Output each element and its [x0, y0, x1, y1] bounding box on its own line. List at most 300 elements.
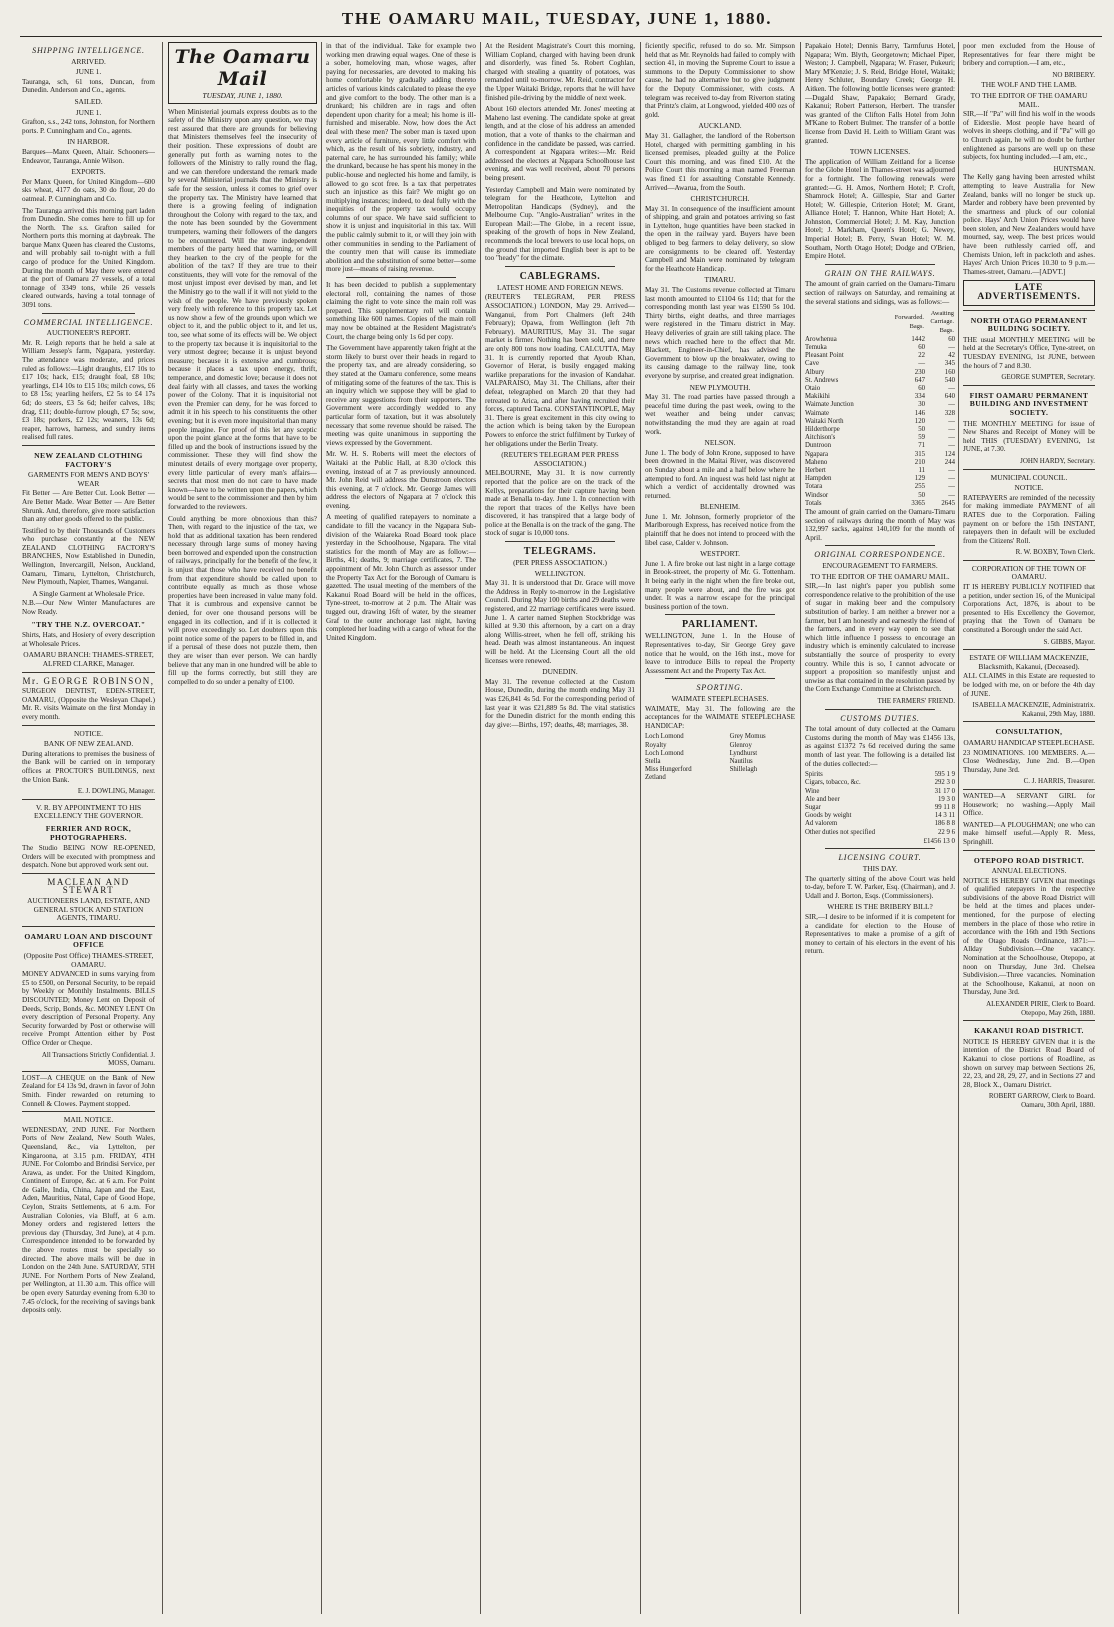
- consultation-signature: C. J. HARRIS, Treasurer.: [1023, 777, 1095, 786]
- divider: [825, 545, 935, 546]
- column-rule: [162, 42, 163, 1614]
- parliament-text: WELLINGTON, June 1. In the House of Representatives to-day, Sir George Grey gave notice that he would, on the 16th inst., move for leave to introduce Bills to repeal the Property Assessment Act and the Property Tax Act.: [645, 632, 795, 675]
- paper-title-box: [168, 42, 317, 104]
- horse-name: Loch Lomond: [645, 733, 684, 741]
- corporation-heading: CORPORATION OF THE TOWN OF OAMARU.: [971, 563, 1087, 582]
- telegrams-heading: TELEGRAMS.: [523, 546, 597, 558]
- column-rule: [800, 42, 801, 1614]
- grain-forwarded: 50: [918, 426, 925, 434]
- customs-amount: 22 9 6: [938, 828, 955, 836]
- municipal-signature: R. W. BOXBY, Town Clerk.: [1015, 548, 1095, 557]
- news-paragraph: At the Resident Magistrate's Court this morning, William Copland, charged with having been drunk and disorderly, was fined 5s. Robert Coghlan, charged with stealing a quantity of potatoes, was remanded until to-morrow. Mr. Reid, contractor for the Upper Waitaki Bridge, reports that he will have finished pile-driving by the middle of next week.: [485, 42, 635, 102]
- customs-item: Wine: [805, 787, 820, 795]
- grain-table-row: [805, 492, 955, 500]
- grain-station: Otaio: [805, 385, 821, 393]
- consultation-text: 23 NOMINATIONS. 100 MEMBERS. A.—Close Wednesday, June 2nd. B.—Open Thursday, June 3rd.: [963, 748, 1095, 774]
- column-3: [326, 42, 476, 1618]
- bribery-text: SIR,—I desire to be informed if it is competent for a candidate for election to the House of Representatives to make a promise of a gift of money to certain of his electors in the event of his return.: [805, 912, 955, 956]
- customs-table-row: [805, 804, 955, 812]
- grain-forwarded: 210: [914, 458, 925, 466]
- estate-text: ALL CLAIMS in this Estate are requested to be lodged with me, on or before the 4th day of JUNE.: [963, 672, 1095, 698]
- grain-forwarded: 230: [914, 368, 925, 376]
- auckland-heading: AUCKLAND.: [698, 121, 742, 131]
- grain-station: Herbert: [805, 467, 826, 475]
- grain-forwarded: 647: [914, 376, 925, 384]
- auction-heading: AUCTIONEER'S REPORT.: [46, 328, 131, 338]
- divider: [665, 678, 775, 679]
- investment-society-signature: JOHN HARDY, Secretary.: [1020, 456, 1095, 465]
- auction-text: Mr. R. Leigh reports that he held a sale at William Jessep's farm, Ngapara, yesterday. The attendance was moderate, and prices ruled as follows:—Light draughts, £17 10s to £17 10s; hack, £15; draught foal, £8 10s; yearlings, £14 10s to £15 10s; milch cows, £6 to £8 15s; yearling heifers, £2 5s to £4 17s 6d; do steers, £3 5s 6d; heifer calves, 18s; drag, £11; double-furrow plough, £7 5s; sow, £3 18s; porkers, £2 12s; weaners, 13s 6d; reaper, harrows, harness, and sundry items realised full rates.: [22, 338, 155, 442]
- loan-office-signature: All Transactions Strictly Confidential. J. MOSS, Oamaru.: [41, 1050, 155, 1068]
- grain-awaiting: 124: [944, 450, 955, 458]
- auctioneer-name: MACLEAN AND STEWART: [47, 876, 130, 896]
- shipping-text: The Tauranga arrived this morning part laden from Dunedin. She comes here to fill up for the North. The s.s. Grafton sailed for Northern ports this morning at daybreak. The barque Manx Queen has cleared the Customs, and will probably sail to-night with a full cargo of produce for the United Kingdom. During the month of May there were entered at the port of Oamaru 27 vessels, of a total tonnage of 3349 tons, while 26 vessels cleared outwards, having a total tonnage of 3091 tons.: [22, 206, 155, 310]
- grain-forwarded: 22: [918, 352, 925, 360]
- customs-table: [805, 771, 955, 837]
- licensing-court-heading: LICENSING COURT.: [838, 853, 922, 863]
- divider: [505, 541, 615, 542]
- customs-table-row: [805, 771, 955, 779]
- grain-forwarded: 129: [914, 475, 925, 483]
- grain-forwarded: 50: [918, 491, 925, 499]
- grain-forwarded: 3365: [911, 499, 925, 507]
- exports-text: Per Manx Queen, for United Kingdom—600 sks wheat, 4177 do oats, 30 do flour, 20 do oatmeal. P. Cunningham and Co.: [22, 177, 155, 203]
- column-2: [168, 42, 317, 1618]
- news-paragraph: Mr. W. H. S. Roberts will meet the electors of Waitaki at the Public Hall, at 8.30 o'clock this evening, instead of at 7 as previously announced. Mr. John Reid will address the Dunstroon electors this evening, at 7 o'clock. Mr. George James will address the electors of Ngapara at 7 o'clock this evening.: [326, 450, 476, 510]
- estate-signature: ISABELLA MACKENZIE, Administratrix. Kakanui, 29th May, 1880.: [972, 701, 1095, 718]
- wanted-servant-text: WANTED—A SERVANT GIRL for Housework; no washing.—Apply Mail Office.: [963, 791, 1095, 818]
- municipal-notice: [963, 469, 1095, 557]
- grain-station: Windsor: [805, 491, 829, 499]
- loan-office-ad: [22, 926, 155, 1068]
- grain-forwarded: 120: [914, 417, 925, 425]
- auckland-text: May 31. Gallagher, the landlord of the Robertson Hotel, charged with permitting gambling in his licensed premises, pleaded guilty at the Police Court this morning, and was fined £10. At the Police Court this morning a man named Freeman was fined £1 for assaulting Constable Kennedy. Arrived—Awarua, from the South.: [645, 131, 795, 192]
- customs-heading: CUSTOMS DUTIES.: [840, 713, 920, 723]
- sailed-heading: SAILED.: [74, 96, 103, 106]
- divider: [825, 709, 935, 710]
- correspondence-heading: ORIGINAL CORRESPONDENCE.: [814, 550, 946, 560]
- grain-awaiting: 540: [944, 376, 955, 384]
- column-5: [645, 42, 795, 1618]
- divider: [825, 264, 935, 265]
- arrived-heading: ARRIVED.: [71, 56, 106, 66]
- christchurch-heading: CHRISTCHURCH.: [690, 194, 750, 204]
- horse-table-row: [645, 742, 795, 750]
- grain-station: Cave: [805, 360, 819, 368]
- customs-table-row: [805, 812, 955, 820]
- grain-table-row: [805, 475, 955, 483]
- bank-notice-signature: E. J. DOWLING, Manager.: [77, 787, 155, 796]
- letter-signature: NO BRIBERY.: [1052, 70, 1095, 79]
- grain-table-row: [805, 442, 955, 450]
- licenses-text: Papakaio Hotel; Dennis Barry, Tarmfurus Hotel, Ngapara; Wm. Blyth, Georgetown; Michael Piper, Weston; J. Campbell, Ngapara; W. Fraser, Pukeuri; Mary M'Kenzie; J. S. Reid, Bridge Hotel, Waitaki; Henry Schluter, Boundary Creek; George H. Aitken. The following bottle licenses were granted:—Dugald Shaw, Papakaio; Bernard Grady, Kakanui; Robert Patterson, Herbert. The transfer was granted of the Clifton Falls Hotel from John M'Kane to Robert Bulmer. The transfer of a bottle license from David H. Leith to William Grant was granted.: [805, 42, 955, 145]
- new-plymouth-text: May 31. The road parties have passed through a peaceful time during the past week, owing to the wet weather and being under canvas; notwithstanding the mud they are again at road work.: [645, 393, 795, 436]
- horse-table: [645, 733, 795, 782]
- photographer-ad: [22, 799, 155, 870]
- bank-notice-text: During alterations to premises the business of the Bank will be carried on in temporary offices at PROCTOR'S BUILDINGS, next the Union Bank.: [22, 749, 155, 784]
- telegrams-subheading: (PER PRESS ASSOCIATION.): [513, 558, 607, 568]
- grain-table-row: [805, 352, 955, 360]
- wanted-ploughman-text: WANTED—A PLOUGHMAN; one who can make himself useful.—Apply R. Mess, Springhill.: [963, 820, 1095, 846]
- news-paragraph: A meeting of qualified ratepayers to nominate a candidate to fill the vacancy in the Ngapara Sub-division of the Waiareka Road Board took place yesterday in the Schoolhouse, Ngapara. The vital statistics for the month of May are as follow:—Births, 41; deaths, 9; marriage certificates, 7. The appointment of Mr. John Church as assessor under the Property Tax Act for the Borough of Oamaru is gazetted. The usual meeting of the members of the Kakanui Road Board will be held in the offices, Tyne-street, to-morrow at 2 p.m. The Altair was tugged out, drawing 16ft of water, by the steamer Graf to the outer anchorage last night, having completed her loading with a cargo of wheat for the United Kingdom.: [326, 513, 476, 642]
- grain-forwarded: 71: [918, 442, 925, 450]
- clothing-ad-nb: N.B.—Our New Winter Manufactures are Now Ready.: [22, 599, 155, 617]
- grain-table-row: [805, 393, 955, 401]
- news-paragraph: ficiently specific, refused to do so. Mr. Simpson held that as Mr. Reynolds had failed to comply with section 41, in moving the Supreme Court to issue a summons to the Deputy Commissioner to show cause, he had no alternative but to give judgment for the Deputy Commissioner, with costs. A telegram was received to-day from Riverton stating that Printz's claim, at Longwood, yielded 400 ozs of gold.: [645, 42, 795, 119]
- kakanui-signature: ROBERT GARROW, Clerk to Board. Oamaru, 30th April, 1880.: [988, 1092, 1095, 1109]
- customs-item: Sugar: [805, 803, 821, 811]
- news-paragraph: It has been decided to publish a supplementary electoral roll, containing the names of those claiming the right to vote since the main roll was prepared. This supplementary roll will contain something like 600 names. Copies of the main roll may now be obtained at the Resident Magistrate's Court, the charge being only 1s 6d per copy.: [326, 281, 476, 341]
- horse-table-row: [645, 774, 795, 782]
- customs-amount: 186 8 8: [934, 820, 955, 828]
- grain-station: Pleasant Point: [805, 352, 844, 360]
- grain-forwarded: 59: [918, 434, 925, 442]
- licensing-court-subheading: THIS DAY.: [862, 863, 898, 873]
- grain-awaiting: —: [948, 385, 955, 393]
- grain-awaiting: —: [948, 442, 955, 450]
- building-society-heading: NORTH OTAGO PERMANENT BUILDING SOCIETY.: [970, 315, 1088, 334]
- cablegrams-heading: CABLEGRAMS.: [519, 270, 601, 282]
- grain-awaiting: 42: [948, 352, 955, 360]
- investment-society-text: THE MONTHLY MEETING for issue of New Shares and Receipt of Money will be held THIS (TUESDAY) EVENING, 1st JUNE, at 7.30.: [963, 419, 1095, 454]
- clothing-ad: [22, 445, 155, 669]
- grain-table-row: [805, 500, 955, 508]
- horse-table-row: [645, 758, 795, 766]
- grain-station: Totara: [805, 483, 823, 491]
- customs-total: £1456 13 0: [923, 836, 955, 845]
- customs-table-row: [805, 829, 955, 837]
- grain-table-row: [805, 401, 955, 409]
- customs-table-row: [805, 820, 955, 828]
- otepopo-subheading: ANNUAL ELECTIONS.: [991, 866, 1067, 876]
- grain-heading: GRAIN ON THE RAILWAYS.: [824, 268, 936, 278]
- bank-notice-subheading: BANK OF NEW ZEALAND.: [43, 739, 134, 749]
- divider: [665, 614, 775, 615]
- grain-awaiting: 244: [944, 458, 955, 466]
- grain-table-row: [805, 434, 955, 442]
- auctioneer-ad: [22, 873, 155, 923]
- grain-table-header: [805, 309, 894, 336]
- wolf-signature: HUNTSMAN.: [1053, 164, 1095, 173]
- customs-amount: 14 3 11: [934, 812, 955, 820]
- cablegrams-text: (REUTER'S TELEGRAM, PER PRESS ASSOCIATION.) LONDON, May 29. Arrived—Wanganui, from Port Chalmers (left 24th February); Opawa, from Wellington (left 7th February). MAURITIUS, May 31. The sugar market is firmer. Nothing has been sold, and there are only 800 tons now loading. CALCUTTA, May 31. It is currently reported that Ayoub Khan, Governor of Herat, is busily engaged making warlike preparations for the invasion of Kandahar. VALPARAISO, May 31. The Chilians, after their defeat, telegraphed on March 20 that they had retreated to Arica, and after having recruited their forces, captured Tacna. CONSTANTINOPLE, May 31. There is great excitement in this city owing to the action which is being taken by the European Powers to enforce the strict fulfilment by Turkey of her obligations under the Berlin Treaty.: [485, 293, 635, 448]
- grain-intro: The amount of grain carried on the Oamaru-Timaru section of railways on Saturday, and remaining at the several stations and sidings, was as follows:—: [805, 280, 955, 306]
- grain-station: Hampden: [805, 475, 832, 483]
- horse-name: [730, 774, 795, 782]
- grain-forwarded: 60: [918, 385, 925, 393]
- dentist-text: SURGEON DENTIST, EDEN-STREET, OAMARU, (Opposite the Wesleyan Chapel.) Mr. R. visits Waimate on the first Monday in every month.: [22, 687, 155, 721]
- mail-notice: [22, 1111, 155, 1315]
- news-paragraph: About 160 electors attended Mr. Jones' meeting at Maheno last evening. The candidate spoke at great length, and at the close of his address an amended motion, that a vote of thanks to the chairman and confidence in the candidate be passed, was carried. A correspondent at Ngapara writes:—Mr. Reid addressed the electors at Ngapara Schoolhouse last evening, and was well received, about 70 persons being present.: [485, 105, 635, 182]
- horse-name: Shillelagh: [729, 766, 758, 774]
- editorial-paragraph: in that of the individual. Take for example two working men drawing equal wages. One of these is a sober, homeloving man, whose wages, after paying for necessaries, are devoted to making his home comfortable by gradually adding thereto articles of various kinds calculated to please the eye and give comfort to the body. The other man is a drunkard; his children are in rags and often dependent upon charity for a meal; his home is ill-furnished and miserable. Now, how does the Act deal with these men? The sober man is taxed upon every article of furniture, every little comfort with which, as the result of his sobriety, industry, and paternal care, he has surrounded his family; while the drunkard, because he has spent his money in the public-house and neglected his home and family, is allowed to go scot free. Is a tax that perpetrates such an injustice as this fair? We might go on multiplying instances; indeed, to deal fully with the inequities of the property tax would occupy columns of our space. We have said sufficient to show it is unjust and inquisitorial in this tax. Will the public calmly submit to it, or will they join with other communities in sending to the Parliament of the country men that will cause its immediate abolition and the substitution of some better—some more just—means of raising revenue.: [326, 42, 476, 274]
- mail-notice-text: WEDNESDAY, 2ND JUNE. For Northern Ports of New Zealand, New South Wales, Queensland, &c., via Lyttelton, per Kingaroona, at 3.15 p.m. FRIDAY, 4TH JUNE. For Colombo and Brindisi Service, per Arawa, as under. For the United Kingdom, Continent of Europe, &c. at 6 a.m. For Point de Galle, India, China, Japan and the East, Aden, Mauritius, Natal, Cape of Good Hope, Ceylon, Straits Settlements, at 6 a.m. For Australian Colonies, via Bluff, at 6 a.m. Money orders and registered letters the previous day (Thursday, 3rd June), at 4 p.m. Correspondence intended to be forwarded by the above routes must be specially so directed. The above mails will be due in London on the 24th June. SATURDAY, 5TH JUNE. For Northern Ports of New Zealand, per Wellington, at 11.30 a.m. This office will be open every Saturday evening from 6.30 to 7.45 o'clock, for the receiving of savings bank deposits only.: [22, 1125, 155, 1315]
- grain-forwarded: 60: [918, 344, 925, 352]
- horse-name: Nautilus: [729, 757, 753, 765]
- grain-awaiting: 60: [948, 335, 955, 343]
- exports-heading: EXPORTS.: [71, 167, 106, 177]
- late-advertisements-banner: LATE ADVERTISEMENTS.: [963, 280, 1095, 305]
- grain-table-row: [805, 385, 955, 393]
- parliament-heading: PARLIAMENT.: [682, 619, 758, 631]
- column-rule: [480, 42, 481, 1614]
- column-rule: [640, 42, 641, 1614]
- clothing-ad-list: Fit Better — Are Better Cut. Look Better — Are Better Made. Wear Better — Are Better Shrunk. And, therefore, give more satisfaction than any other goods offered to the public.: [22, 489, 155, 524]
- association-text: MELBOURNE, May 31. It is now currently reported that the police are on the track of the Kellys, preparations for their capture having been made at Benalla to-day. June 1. In connection with the report that traces of the Kellys have been discovered, it has transpired that a large body of police at the Benalla is on the track of the gang. The stock of sugar is 10,000 tons.: [485, 469, 635, 538]
- grain-table-row: [805, 344, 955, 352]
- wellington-text: May 31. It is understood that Dr. Grace will move the Address in Reply to-morrow in the Legislative Council. During May 100 births and 29 deaths were registered, and 22 marriage certificates were issued. June 1. A carter named Stephen Stockbridge was killed at 9.30 this afternoon, by a cart on a dray along Willis-street, when he fell off, striking his head. Death was almost instantaneous. An inquest will be held. At the Licensing Court all the old licenses were renewed.: [485, 579, 635, 665]
- grain-forwarded: 11: [918, 467, 925, 475]
- customs-item: Spirits: [805, 771, 823, 779]
- customs-amount: 31 17 0: [934, 787, 955, 795]
- grain-table-row: [805, 459, 955, 467]
- clothing-ad-overcoat: "TRY THE N.Z. OVERCOAT.": [31, 619, 146, 629]
- grain-awaiting: 2645: [941, 499, 955, 507]
- grain-forwarded: —: [918, 360, 925, 368]
- grain-awaiting: 345: [944, 360, 955, 368]
- grain-table-row: [805, 426, 955, 434]
- auctioneer-text: AUCTIONEERS LAND, ESTATE, AND GENERAL STOCK AND STATION AGENTS, TIMARU.: [27, 896, 150, 923]
- grain-awaiting: 328: [944, 409, 955, 417]
- grain-station: Ngapara: [805, 450, 829, 458]
- grain-station: Aitchison's: [805, 434, 836, 442]
- harbour-text: Barques—Manx Queen, Altair. Schooners—Endeavor, Tauranga, Annie Wilson.: [22, 147, 155, 165]
- editorial-paragraph: When Ministerial journals express doubts as to the safety of the Ministry upon any question, we may rest assured that there are grounds for believing that Ministers themselves feel the insecurity of their position. These expressions of doubt are generally put forth as warning notes to the followers of the Ministry to rally round the flag, and we can therefore understand the remark made by several Ministerial journals that the Ministry is safe for the session, unless it comes to grief over the property tax. The Ministry have learned that there is a growing feeling of indignation throughout the Colony with regard to the tax, and the note has been sounded by the Government trumpeters, warning their followers of the dangers to be encountered. Will the more independent members of the party heed that warning, or will they hearken to the cry of the people for the abolition of the tax? If they are true to their constituents, they will vote for the removal of the most unjust impost ever devised by man, and let the Ministry go to the wall if it will not yield to the wish of the people. We have previously spoken very freely with reference to this property tax. Let us now show a few of the grounds upon which we object to it, and the public object to it, and let us, too, see what some of its effects will be. We object to the property tax because it is inquisitorial to the very utmost degree; because it is unjust beyond measure; because it is extensive and cumbrous; because it places a tax upon energy, thrift, temperance, and domestic love; because it does not deal fairly with all classes, and taxes the working power of the Colony. That it is inquisitorial not even the Premier can deny, for he was forced to admit it in his speech to his constituents the other evening; but it is even more inquisitorial than many people imagine. For proof of this let any sceptic upon the point glance at the forms that have to be filled up and the book of instructions issued by the commissioner. These they will find show the minutest details of every mortgage over property, every little particular of every man's affairs—secrets that most men do not care to have made known—have to be written upon the papers, which would be sent to the commissioner and then by him forwarded to the reviewers.: [168, 107, 317, 511]
- municipal-heading: MUNICIPAL COUNCIL.: [990, 472, 1068, 482]
- grain-table-row: [805, 410, 955, 418]
- licensing-court-text: The quarterly sitting of the above Court was held to-day, before T. W. Parker, Esq. (Chairman), and J. Udall and J. Borton, Esqs. (Commissioners).: [805, 874, 955, 900]
- grain-table-row: [805, 336, 955, 344]
- horse-table-row: [645, 766, 795, 774]
- photographer-name: FERRIER AND ROCK, PHOTOGRAPHERS.: [45, 823, 132, 842]
- municipal-subheading: NOTICE.: [1014, 483, 1044, 493]
- horse-name: Lyndhurst: [729, 749, 758, 757]
- customs-amount: 292 3 0: [934, 779, 955, 787]
- customs-item: Cigars, tobacco, &c.: [805, 779, 861, 787]
- clothing-ad-branch: OAMARU BRANCH: THAMES-STREET, ALFRED CLARKE, Manager.: [23, 650, 154, 668]
- timaru-text: May 31. The Customs revenue collected at Timaru last month amounted to £1104 6s 11d; that for the corresponding month last year was £1590 5s 10d. Thirty births, eight deaths, and three marriages were registered in the Timaru district in May. Heavy deliveries of grain are still taking place. The news which reached here to the effect that Mr. Blackett, Engineer-in-Chief, has advised the Government to blow up the breakwater, owing to its causing damage to the railway line, took everyone by surprise, and created great indignation.: [645, 286, 795, 380]
- grain-table-row: [805, 451, 955, 459]
- clothing-ad-text: Testified to by their Thousands of Customers who purchase constantly at the NEW ZEALAND CLOTHING FACTORY'S BRANCHES, Now Established in Dunedin, Wellington, Invercargill, Nelson, Auckland, Oamaru, Timaru, Lyttelton, Christchurch, New Plymouth, Napier, Thames, Wanganui.: [22, 526, 155, 587]
- wolf-heading: THE WOLF AND THE LAMB.: [981, 80, 1077, 90]
- grain-station: Duntroon: [805, 442, 832, 450]
- grain-awaiting: —: [948, 491, 955, 499]
- consultation-notice: [963, 721, 1095, 786]
- estate-notice: [963, 649, 1095, 718]
- municipal-text: RATEPAYERS are reminded of the necessity for making immediate PAYMENT of all RATES due to the Corporation. Failing payment on or before the 15th INSTANT, ratepayers then in default will be excluded from the Citizens' Roll.: [963, 493, 1095, 545]
- mail-notice-heading: MAIL NOTICE.: [63, 1115, 114, 1125]
- nelson-heading: NELSON.: [704, 438, 736, 448]
- christchurch-text: May 31. In consequence of the insufficient amount of shipping, and grain and potatoes arriving so fast in Lyttelton, huge quantities have been stacked in the open in the railway yard. Buyers have been obliged to beg farmers to delay delivery, so slow are consignments to be cleared off. Yesterday Campbell and Main were nominated by telegram for the Heathcote Handicap.: [645, 204, 795, 273]
- grain-station: Makikihi: [805, 393, 830, 401]
- grain-table-header: Awaiting Carriage. Bags.: [930, 310, 954, 334]
- town-licenses-text: The application of William Zeitland for a license for the Globe Hotel in Thames-street was adjourned for a fortnight. The following renewals were granted:—G. H. Amos, Northern Hotel; P. Croft, Shamrock Hotel; A. Gillespie, Star and Garter Hotel; W. Gillespie, Criterion Hotel; M. Grant, Alliance Hotel; T. Hannon, White Hart Hotel; A. Johnston, Commercial Hotel; J. M. Kay, Junction Hotel; J. Markham, Queen's Hotel; G. Newey, Imperial Hotel; B. Perry, Swan Hotel; W. M. Southam, North Otago Hotel; Dodge and O'Brien, Empire Hotel.: [805, 157, 955, 261]
- arrived-date: JUNE 1.: [75, 67, 102, 77]
- grain-station: Waitaki North: [805, 417, 844, 425]
- column-rule: [321, 42, 322, 1614]
- loan-office-heading: OAMARU LOAN AND DISCOUNT OFFICE: [24, 931, 153, 950]
- loan-office-text: MONEY ADVANCED in sums varying from £5 to £500, on Personal Security, to be repaid by Weekly or Monthly Instalments. BILLS DISCOUNTED; Money Lent on Deposit of Deeds, Scrip, Bonds, &c. MONEY LENT On every description of Personal Property. Any Security forwarded by Post or otherwise will receive Prompt Attention either by Post Office Order or Cheque.: [22, 970, 155, 1047]
- otepopo-notice: [963, 850, 1095, 1018]
- otepopo-heading: OTEPOPO ROAD DISTRICT.: [973, 855, 1085, 865]
- grain-awaiting: —: [948, 426, 955, 434]
- customs-item: Ale and beer: [805, 795, 840, 803]
- horse-name: Grey Momus: [729, 733, 766, 741]
- new-plymouth-heading: NEW PLYMOUTH.: [689, 382, 751, 392]
- harbour-heading: IN HARBOR.: [67, 137, 110, 147]
- customs-amount: 19 3 0: [938, 795, 955, 803]
- kakanui-notice: [963, 1020, 1095, 1109]
- loan-office-subheading: (Opposite Post Office) THAMES-STREET, OAMARU.: [23, 951, 154, 969]
- grain-table-row: [805, 467, 955, 475]
- grain-table: [805, 309, 955, 508]
- divider: [505, 266, 615, 267]
- grain-table-row: [805, 418, 955, 426]
- grain-station: Totals: [805, 499, 822, 507]
- nelson-text: June 1. The body of John Krone, supposed to have been drowned in the Maitai River, was discovered on Sunday about a mile and a half below where he attempted to ford. An inquest was held last night at which a verdict of accidentally drowned was returned.: [645, 448, 795, 500]
- photographer-text: The Studio BEING NOW RE-OPENED, Orders will be executed with promptness and despatch. None but approved work sent out.: [22, 844, 155, 870]
- column-7: [963, 42, 1095, 1618]
- grain-table-row: [805, 369, 955, 377]
- westport-heading: WESTPORT.: [700, 549, 740, 559]
- grain-note: The amount of grain carried on the Oamaru-Timaru section of railways during the month of May was 132,997 sacks, against 140,109 for the month of April.: [805, 508, 955, 542]
- grain-awaiting: —: [948, 344, 955, 352]
- grain-awaiting: —: [948, 483, 955, 491]
- estate-heading: ESTATE OF WILLIAM MACKENZIE, Blacksmith, Kakanui, (Deceased).: [969, 653, 1089, 671]
- paper-date: TUESDAY, JUNE 1, 1880.: [202, 91, 283, 100]
- kakanui-text: NOTICE IS HEREBY GIVEN that it is the intention of the District Road Board of Kakanui to close portions of Roadline, as shown on survey map between Sections 26, 22, 23, and 28, 29, 27, and in Sections 27 and 28, Block X., Oamaru District.: [963, 1037, 1095, 1089]
- consultation-heading: CONSULTATION,: [995, 727, 1063, 737]
- blenheim-heading: BLENHEIM.: [699, 502, 741, 512]
- wanted-ad: [963, 789, 1095, 847]
- masthead: THE OAMARU MAIL, TUESDAY, JUNE 1, 1880.: [341, 9, 773, 28]
- grain-station: Temuka: [805, 344, 827, 352]
- grain-forwarded: 255: [914, 483, 925, 491]
- grain-awaiting: —: [948, 467, 955, 475]
- grain-forwarded: 30: [918, 401, 925, 409]
- otepopo-signature: ALEXANDER PIRIE, Clerk to Board. Otepopo, May 26th, 1880.: [986, 1000, 1095, 1017]
- sailed-text: Grafton, s.s., 242 tons, Johnston, for Northern ports. P. Cunningham and Co., agents.: [22, 118, 155, 135]
- paper-title: The Oamaru Mail: [174, 46, 311, 90]
- clothing-ad-title: NEW ZEALAND CLOTHING FACTORY'S: [34, 450, 143, 469]
- customs-item: Ad valorem: [805, 820, 838, 828]
- shipping-heading: SHIPPING INTELLIGENCE.: [32, 46, 145, 55]
- association-heading: (REUTER'S TELEGRAM PER PRESS ASSOCIATION.): [501, 450, 619, 468]
- kelly-ad-text: The Kelly gang having been arrested whilst attempting to leave Australia for New Zealand, banks will no longer be stuck up. Marder and robbery have been prevented by the smartness and pluck of our colonial police. Hays' Arch Union Prices would have been stolen, and New Zealanders would have mourned, say, weep. The best prices would have been ruthlessly carried off, and Chemists Union, left in packcloth and ashes. Hayes' Arch Union Prices 10.30 to 9 p.m.—Thames-street, Oamaru.—[ADVT.]: [963, 173, 1095, 276]
- cablegrams-subheading: LATEST HOME AND FOREIGN NEWS.: [496, 282, 624, 292]
- grain-awaiting: 640: [944, 393, 955, 401]
- correspondence-subheading: ENCOURAGEMENT TO FARMERS.: [822, 561, 938, 571]
- news-paragraph: Yesterday Campbell and Main were nominated by telegram for the Heathcote, Lyttelton and Metropolitan Handicaps (Sydney), and the Melbourne Cup. "Anglo-Australian" writes in the European Mail:—The Globe, in a recent issue, speaking of the growth of hops in New Zealand, recommends the local brewers to use local hops, on the ground that imported English beer is apt to be too "heady" for the climate.: [485, 185, 635, 263]
- horse-name: Miss Hungerford: [645, 766, 692, 774]
- letter-continuation: poor men excluded from the House of Representatives for fear there might be bribery and corruption.—I am, etc.,: [963, 42, 1095, 68]
- grain-station: Arowhenua: [805, 335, 837, 343]
- corporation-signature: S. GIBBS, Mayor.: [1043, 637, 1095, 646]
- grain-table-header: Forwarded. Bags.: [894, 314, 924, 330]
- arrived-text: Tauranga, sch, 61 tons, Duncan, from Dunedin. Anderson and Co., agents.: [22, 77, 155, 95]
- consultation-subheading: OAMARU HANDICAP STEEPLECHASE.: [963, 737, 1095, 747]
- grain-table-row: [805, 483, 955, 491]
- horse-table-row: [645, 733, 795, 741]
- investment-society-notice: [963, 385, 1095, 466]
- corporation-text: IT IS HEREBY PUBLICLY NOTIFIED that a petition, under section 16, of the Municipal Corporations Act, 1876, is about to be presented to His Excellency the Governor, praying that the Town of Oamaru be constituted a Borough under the said Act.: [963, 583, 1095, 635]
- grain-station: St. Andrews: [805, 376, 839, 384]
- column-rule: [958, 42, 959, 1614]
- lost-cheque-ad: [22, 1071, 155, 1108]
- kakanui-heading: KAKANUI ROAD DISTRICT.: [974, 1026, 1084, 1036]
- wellington-heading: WELLINGTON.: [534, 568, 586, 578]
- grain-station: Waimate Junction: [805, 401, 854, 409]
- horse-table-row: [645, 750, 795, 758]
- building-society-text: THE usual MONTHLY MEETING will be held at the Secretary's Office, Tyne-street, on TUESDAY EVENING, 1st JUNE, between the hours of 7 and 8.30.: [963, 335, 1095, 370]
- photographer-appointment: V. R. BY APPOINTMENT TO HIS EXCELLENCY THE GOVERNOR.: [33, 802, 143, 821]
- editorial-paragraph: Could anything be more obnoxious than this? Then, with regard to the injustice of the tax, we hold that as additional taxation has been rendered necessary through large sums of money having been borrowed and expended upon the construction of railways, principally for the benefit of the few, it is unjust that those who have received no benefit from that expenditure should be called upon to contribute equally as much as those whose properties have been increased in value many fold. That it is cumbrous and expensive cannot be denied, for over one thousand persons will be engaged in its collection, and if it is collected it will prove exceedingly so. Let doubters upon this point notice some of the papers to be filled in, and if a perusal of these does not puzzle them, then they are wiser than ever person. We can hardly believe that any man in one hundred will be able to fill up the forms correctly, but still they are compelled to do so under a penalty of £100.: [168, 514, 317, 686]
- sporting-text: WAIMATE, May 31. The following are the acceptances for the WAIMATE STEEPLECHASE HANDICAP:: [645, 704, 795, 730]
- correspondence-addressee: TO THE EDITOR OF THE OAMARU MAIL.: [810, 571, 950, 581]
- grain-awaiting: —: [948, 475, 955, 483]
- clothing-ad-subtitle: GARMENTS FOR MEN'S AND BOYS' WEAR: [28, 470, 149, 488]
- customs-table-row: [805, 779, 955, 787]
- clothing-ad-single: A Single Garment at Wholesale Price.: [32, 588, 145, 598]
- wolf-addressee: TO THE EDITOR OF THE OAMARU MAIL.: [970, 90, 1088, 109]
- divider: [42, 313, 135, 314]
- sporting-subheading: WAIMATE STEEPLECHASES.: [671, 693, 769, 703]
- grain-awaiting: —: [948, 434, 955, 442]
- grain-forwarded: 146: [914, 409, 925, 417]
- sporting-heading: SPORTING.: [696, 683, 744, 693]
- corporation-notice: [963, 560, 1095, 646]
- investment-society-heading: FIRST OAMARU PERMANENT BUILDING AND INVESTMENT SOCIETY.: [969, 390, 1089, 417]
- dunedin-heading: DUNEDIN.: [542, 667, 578, 677]
- horse-name: Royalty: [645, 741, 667, 749]
- lost-cheque-text: LOST—A CHEQUE on the Bank of New Zealand for £4 13s 9d, drawn in favor of John Smith. Finder rewarded on returning to Connell & Clowes. Payment stopped.: [22, 1073, 155, 1108]
- customs-table-row: [805, 796, 955, 804]
- news-paragraph: The Government have apparently taken fright at the storm likely to burst over their heads in regard to the property tax, and are already considering, so they stated at the Oamaru conference, some means of mitigating some of the features of the tax. This is an inquiry which we suppose they will be glad to receive any suggestions from their supporters. The Government were accordingly wedded to any particular form of taxation, but it was absolutely necessary that some revenue should be raised. The meeting was quite unanimous in supporting the views expressed by the Government.: [326, 344, 476, 447]
- building-society-signature: GEORGE SUMPTER, Secretary.: [1001, 373, 1095, 382]
- building-society-notice: [963, 310, 1095, 382]
- column-6: [805, 42, 955, 1618]
- grain-table-row: [805, 377, 955, 385]
- horse-name: Stella: [645, 757, 661, 765]
- masthead-rule: [20, 36, 1102, 37]
- grain-forwarded: 334: [914, 393, 925, 401]
- westport-text: June 1. A fire broke out last night in a large cottage in Brook-street, the property of Mr. G. Tottenham. It being early in the night when the fire broke out, many people were about, and the fire was got under. It was a narrow escape for the principal business portion of the town.: [645, 559, 795, 611]
- correspondence-signature: THE FARMERS' FRIEND.: [877, 696, 955, 705]
- customs-item: Goods by weight: [805, 812, 852, 820]
- grain-table-row: [805, 360, 955, 368]
- column-4: [485, 42, 635, 1618]
- customs-item: Other duties not specified: [805, 828, 876, 836]
- clothing-ad-shirts: Shirts, Hats, and Hosiery of every description at Wholesale Prices.: [22, 631, 155, 648]
- divider: [825, 848, 935, 849]
- horse-name: Glenroy: [729, 741, 752, 749]
- grain-station: Waimate: [805, 409, 829, 417]
- grain-station: Maheno: [805, 458, 828, 466]
- sailed-date: JUNE 1.: [75, 107, 102, 117]
- customs-amount: 595 1 9: [934, 771, 955, 779]
- divider: [346, 277, 456, 278]
- grain-station: Hilderthorpe: [805, 426, 840, 434]
- grain-awaiting: —: [948, 417, 955, 425]
- otepopo-text: NOTICE IS HEREBY GIVEN that meetings of qualified ratepayers in the respective subdivisions of the above Road District will be held at the times and places under-mentioned, for the purpose of electing members in the place of those who retire in accordance with the 16th and 19th Sections of the Otago Roads Ordinance, 1871:— Allday Subdivision.—One vacancy. Nomination at the Schoolhouse, Otepopo, at noon on Thursday, June 3rd. Chelsea Subdivision.—Three vacancies. Nomination at the Schoolhouse, Kakanui, at noon on Thursday, June 3rd.: [963, 876, 1095, 997]
- bribery-heading: WHERE IS THE BRIBERY BILL?: [827, 902, 933, 912]
- timaru-heading: TIMARU.: [704, 275, 736, 285]
- correspondence-text: SIR,—In last night's paper you publish some correspondence relative to the prohibition of the use of sugar in making beer and the compulsory substitution of barley. I am neither a brewer nor a farmer, but I am honestly and earnestly the friend of the farmers, and in every way open to see that which little influence I possess to encourage an industry which is eminently calculated to increase substantially the source of prosperity to every country. While this is so, I cannot advocate or support a proposition so manifestly unjust and unwise as that contained in the resolution passed by the Corn Exchange Committee at Christchurch.: [805, 582, 955, 694]
- column-1: [22, 42, 155, 1618]
- dentist-name: Mr. GEORGE ROBINSON,: [22, 675, 155, 686]
- customs-text: The total amount of duty collected at the Oamaru Customs during the month of May was £1456 13s, as against £1372 7s 6d received during the same month of last year. The following is a detailed list of the duties collected:—: [805, 725, 955, 768]
- customs-table-row: [805, 788, 955, 796]
